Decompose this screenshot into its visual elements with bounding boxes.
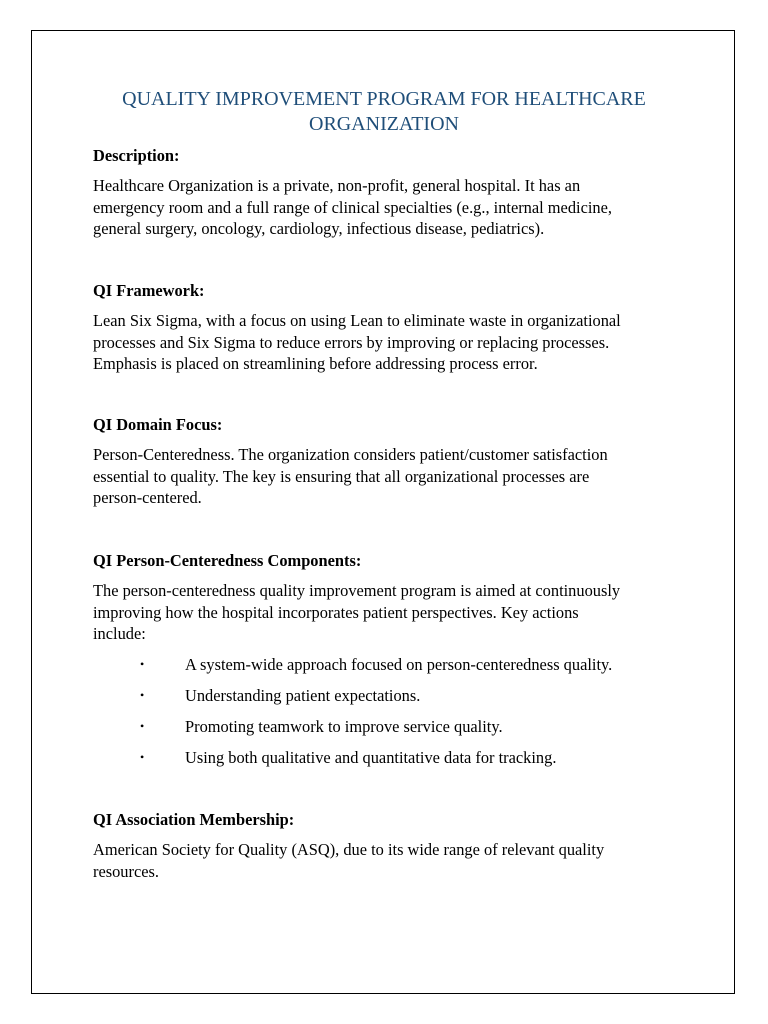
paragraph-line: resources. [93, 861, 159, 881]
paragraph-line: Person-Centeredness. The organization considers patient/customer satisfaction [93, 445, 608, 464]
title-line-1: QUALITY IMPROVEMENT PROGRAM FOR HEALTHCARE [122, 88, 646, 110]
paragraph-line: Emphasis is placed on streamlining before addressing process error. [93, 354, 538, 373]
bullet-text: Using both qualitative and quantitative data for tracking. [185, 748, 557, 767]
paragraph-line: essential to quality. The key is ensuring that all organizational processes are [93, 466, 590, 486]
bullet-text: A system-wide approach focused on person-centeredness quality. [185, 655, 613, 674]
paragraph-line: emergency room and a full range of clinical specialties (e.g., internal medicine, [93, 197, 612, 217]
paragraph-line: Lean Six Sigma, with a focus on using Lean to eliminate waste in organizational [93, 311, 621, 330]
description-paragraph [93, 175, 693, 240]
list-item [93, 716, 713, 747]
bullet-text: Understanding patient expectations. [185, 686, 421, 705]
section-heading: QI Framework: [93, 281, 205, 300]
membership-paragraph [93, 839, 693, 882]
bullet-icon: • [140, 688, 145, 702]
framework-paragraph [93, 310, 693, 375]
paragraph-line: include: [93, 624, 146, 643]
section-heading: Description: [93, 146, 180, 165]
paragraph-line: improving how the hospital incorporates patient perspectives. Key actions [93, 602, 579, 622]
section-description [93, 145, 693, 167]
document-title [40, 87, 728, 137]
components-bullet-list [93, 654, 713, 778]
paragraph-line: Healthcare Organization is a private, non-profit, general hospital. It has an [93, 176, 581, 195]
bullet-icon: • [140, 719, 145, 733]
paragraph-line: processes and Six Sigma to reduce errors by improving or replacing processes. [93, 332, 610, 352]
section-framework [93, 280, 693, 302]
section-heading: QI Person-Centeredness Components: [93, 551, 362, 570]
section-components [93, 550, 693, 572]
domain-focus-paragraph [93, 444, 693, 509]
title-line-2: ORGANIZATION [309, 113, 459, 135]
paragraph-line: general surgery, oncology, cardiology, infectious disease, pediatrics). [93, 219, 545, 238]
section-domain-focus [93, 414, 693, 436]
section-heading: QI Association Membership: [93, 810, 295, 829]
bullet-icon: • [140, 750, 145, 764]
section-heading: QI Domain Focus: [93, 415, 223, 434]
list-item [93, 654, 713, 685]
list-item [93, 747, 713, 778]
components-paragraph [93, 580, 693, 645]
bullet-text: Promoting teamwork to improve service quality. [185, 717, 503, 736]
list-item [93, 685, 713, 716]
bullet-icon: • [140, 657, 145, 671]
paragraph-line: American Society for Quality (ASQ), due to its wide range of relevant quality [93, 840, 605, 859]
paragraph-line: person-centered. [93, 488, 202, 507]
section-membership [93, 809, 693, 831]
paragraph-line: The person-centeredness quality improvement program is aimed at continuously [93, 581, 621, 600]
